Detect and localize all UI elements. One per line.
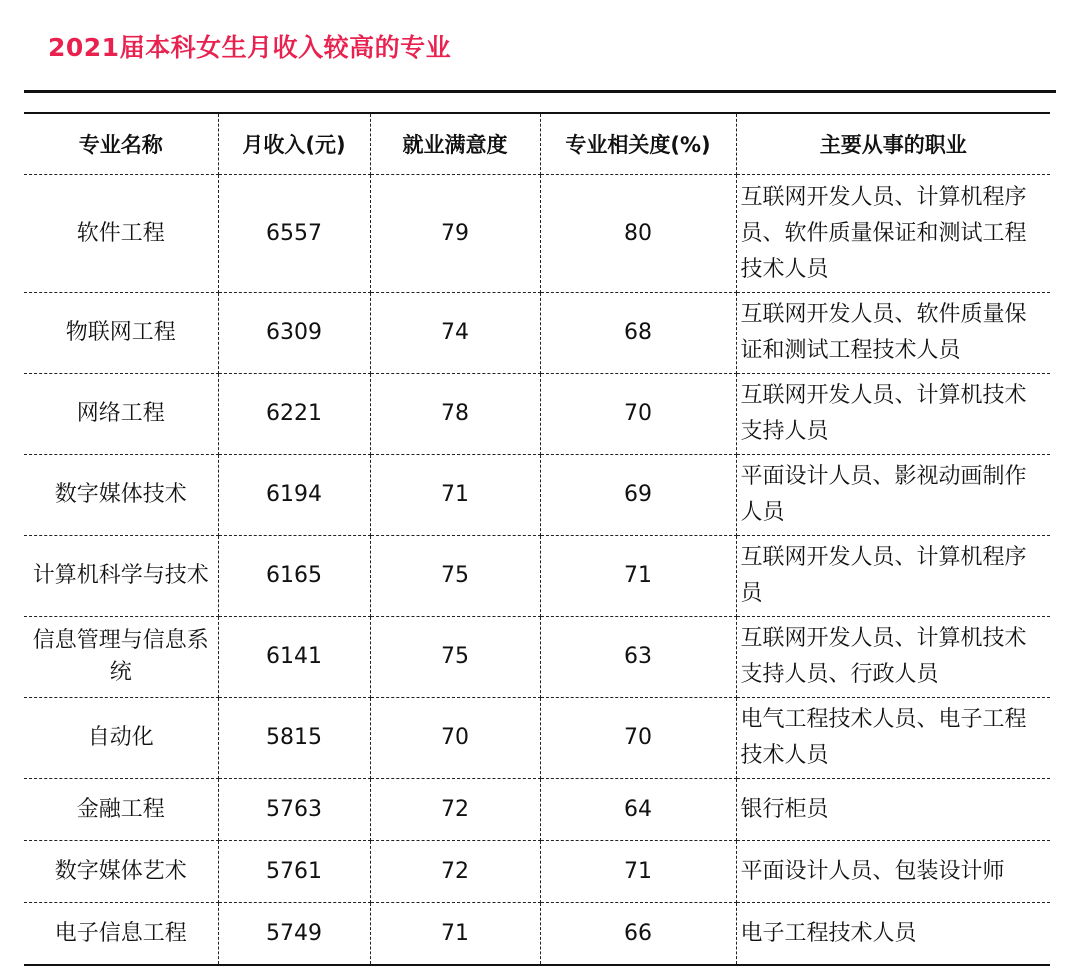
major-cell: 数字媒体艺术 xyxy=(24,841,218,903)
data-table xyxy=(24,112,1050,966)
table-row xyxy=(24,175,1050,293)
major-cell: 金融工程 xyxy=(24,779,218,841)
relevance-cell: 66 xyxy=(540,903,736,966)
relevance-cell: 71 xyxy=(540,536,736,617)
income-cell: 6557 xyxy=(218,175,370,293)
jobs-cell: 银行柜员 xyxy=(736,779,1050,841)
table-body xyxy=(24,175,1050,966)
income-cell: 5815 xyxy=(218,698,370,779)
satisfaction-cell: 75 xyxy=(370,617,540,698)
income-cell: 6165 xyxy=(218,536,370,617)
income-cell: 5763 xyxy=(218,779,370,841)
jobs-cell: 平面设计人员、影视动画制作人员 xyxy=(736,455,1050,536)
relevance-cell: 71 xyxy=(540,841,736,903)
relevance-cell: 63 xyxy=(540,617,736,698)
column-header-satisfaction: 就业满意度 xyxy=(370,113,540,175)
major-cell: 电子信息工程 xyxy=(24,903,218,966)
table-row xyxy=(24,779,1050,841)
satisfaction-cell: 79 xyxy=(370,175,540,293)
income-cell: 6221 xyxy=(218,374,370,455)
column-header-jobs: 主要从事的职业 xyxy=(736,113,1050,175)
major-cell: 信息管理与信息系统 xyxy=(24,617,218,698)
income-cell: 6141 xyxy=(218,617,370,698)
table-row xyxy=(24,698,1050,779)
jobs-cell: 平面设计人员、包装设计师 xyxy=(736,841,1050,903)
satisfaction-cell: 72 xyxy=(370,841,540,903)
major-cell: 自动化 xyxy=(24,698,218,779)
chart-title: 2021届本科女生月收入较高的专业 xyxy=(48,33,452,62)
income-cell: 6194 xyxy=(218,455,370,536)
table-row xyxy=(24,903,1050,966)
jobs-cell: 互联网开发人员、计算机程序员、软件质量保证和测试工程技术人员 xyxy=(736,175,1050,293)
satisfaction-cell: 78 xyxy=(370,374,540,455)
jobs-cell: 互联网开发人员、计算机技术支持人员 xyxy=(736,374,1050,455)
column-header-income: 月收入(元) xyxy=(218,113,370,175)
column-header-relevance: 专业相关度(%) xyxy=(540,113,736,175)
column-header-major: 专业名称 xyxy=(24,113,218,175)
satisfaction-cell: 75 xyxy=(370,536,540,617)
jobs-cell: 互联网开发人员、计算机技术支持人员、行政人员 xyxy=(736,617,1050,698)
major-cell: 物联网工程 xyxy=(24,293,218,374)
table-row xyxy=(24,617,1050,698)
major-cell: 网络工程 xyxy=(24,374,218,455)
relevance-cell: 70 xyxy=(540,698,736,779)
major-cell: 软件工程 xyxy=(24,175,218,293)
satisfaction-cell: 71 xyxy=(370,455,540,536)
jobs-cell: 互联网开发人员、计算机程序员 xyxy=(736,536,1050,617)
relevance-cell: 70 xyxy=(540,374,736,455)
satisfaction-cell: 72 xyxy=(370,779,540,841)
jobs-cell: 互联网开发人员、软件质量保证和测试工程技术人员 xyxy=(736,293,1050,374)
relevance-cell: 64 xyxy=(540,779,736,841)
income-cell: 6309 xyxy=(218,293,370,374)
relevance-cell: 80 xyxy=(540,175,736,293)
relevance-cell: 69 xyxy=(540,455,736,536)
jobs-cell: 电子工程技术人员 xyxy=(740,920,917,946)
income-cell: 5749 xyxy=(218,903,370,966)
table-row xyxy=(24,536,1050,617)
satisfaction-cell: 71 xyxy=(370,903,540,966)
satisfaction-cell: 74 xyxy=(370,293,540,374)
income-cell: 5761 xyxy=(218,841,370,903)
major-cell: 数字媒体技术 xyxy=(24,455,218,536)
header-row xyxy=(24,113,1050,175)
major-cell: 计算机科学与技术 xyxy=(24,536,218,617)
relevance-cell: 68 xyxy=(540,293,736,374)
jobs-cell: 电气工程技术人员、电子工程技术人员 xyxy=(736,698,1050,779)
top-rule xyxy=(24,90,1056,93)
table-row xyxy=(24,293,1050,374)
table-row xyxy=(24,374,1050,455)
table-row xyxy=(24,455,1050,536)
table-row xyxy=(24,841,1050,903)
satisfaction-cell: 70 xyxy=(370,698,540,779)
